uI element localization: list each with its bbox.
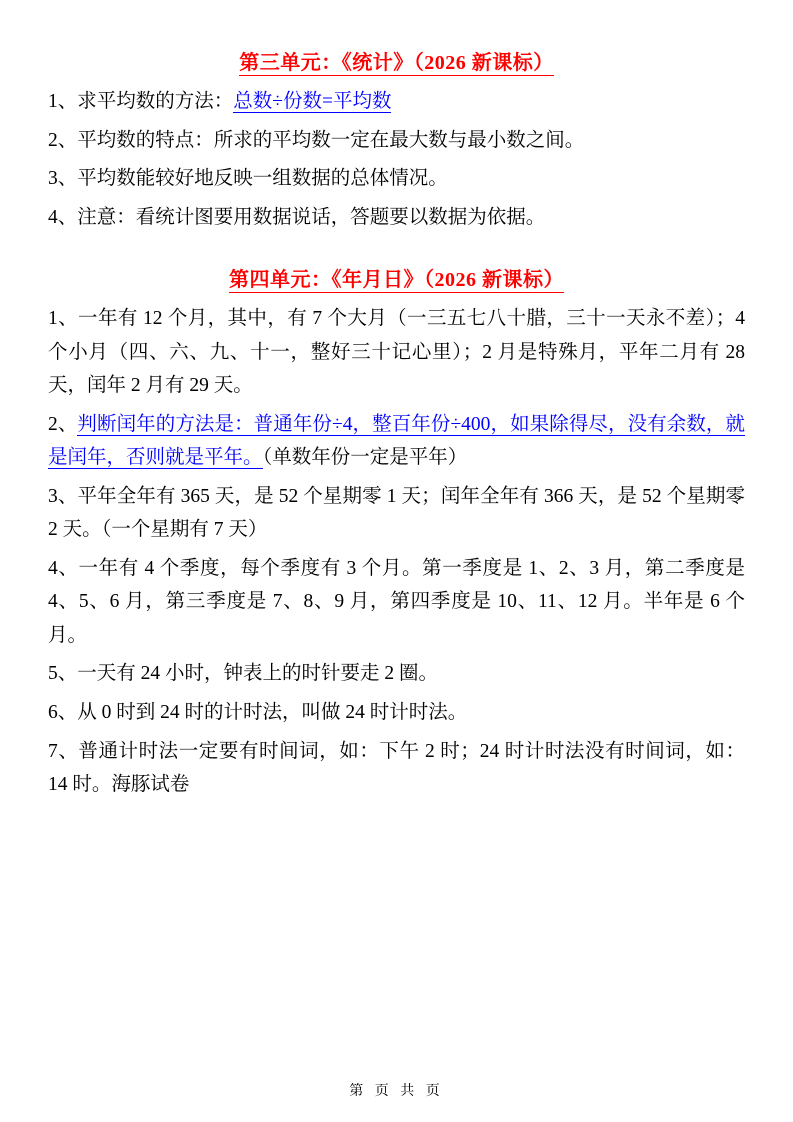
paragraph-10: 6、从 0 时到 24 时的计时法，叫做 24 时计时法。 <box>48 701 468 723</box>
paragraph-6-suffix: （单数年份一定是平年） <box>262 447 468 469</box>
paragraph-6 <box>48 408 745 475</box>
paragraph-6-prefix: 2、 <box>48 413 78 435</box>
section-title-text: 第四单元：《年月日》（2026 新课标） <box>229 269 564 292</box>
paragraph-1 <box>48 85 745 119</box>
section-title-unit-three <box>48 44 745 75</box>
page-footer: 第 页 共 页 <box>349 1084 444 1099</box>
paragraph-1-highlight: 总数÷份数=平均数 <box>233 91 392 112</box>
paragraph-9: 5、一天有 24 小时，钟表上的时针要走 2 圈。 <box>48 663 439 685</box>
paragraph-5: 1、一年有 12 个月，其中，有 7 个大月（一三五七八十腊，三十一天永不差）；4 个小月（四、六、九、十一，整好三十记心里）；2 月是特殊月，平年二月有 28 天，闰年 2 月有 29 天。 <box>48 308 745 397</box>
section-unit-four <box>48 261 745 801</box>
paragraph-3: 3、平均数能较好地反映一组数据的总体情况。 <box>48 168 448 190</box>
section-unit-three <box>48 44 745 234</box>
paragraph-2: 2、平均数的特点：所求的平均数一定在最大数与最小数之间。 <box>48 129 585 151</box>
paragraph-6-highlight: 判断闰年的方法是：普通年份÷4，整百年份÷400，如果除得尽，没有余数，就是闰年，否则就是平年。 <box>48 413 745 469</box>
section-divider-space <box>48 239 745 261</box>
paragraph-8: 4、一年有 4 个季度，每个季度有 3 个月。第一季度是 1、2、3 月，第二季度是 4、5、6 月，第三季度是 7、8、9 月，第四季度是 10、11、12 月。半年是 6 个月。 <box>48 557 745 646</box>
paragraph-7: 3、平年全年有 365 天，是 52 个星期零 1 天；闰年全年有 366 天，是 52 个星期零 2 天。（一个星期有 7 天） <box>48 485 745 541</box>
paragraph-11: 7、普通计时法一定要有时间词，如：下午 2 时；24 时计时法没有时间词，如：14 时。海豚试卷 <box>48 740 745 796</box>
paragraph-4: 4、注意：看统计图要用数据说话，答题要以数据为依据。 <box>48 206 546 228</box>
paragraph-1-prefix: 1、求平均数的方法： <box>48 91 234 112</box>
section-title-unit-four <box>48 261 745 292</box>
section-title-text: 第三单元：《统计》（2026 新课标） <box>239 52 554 74</box>
